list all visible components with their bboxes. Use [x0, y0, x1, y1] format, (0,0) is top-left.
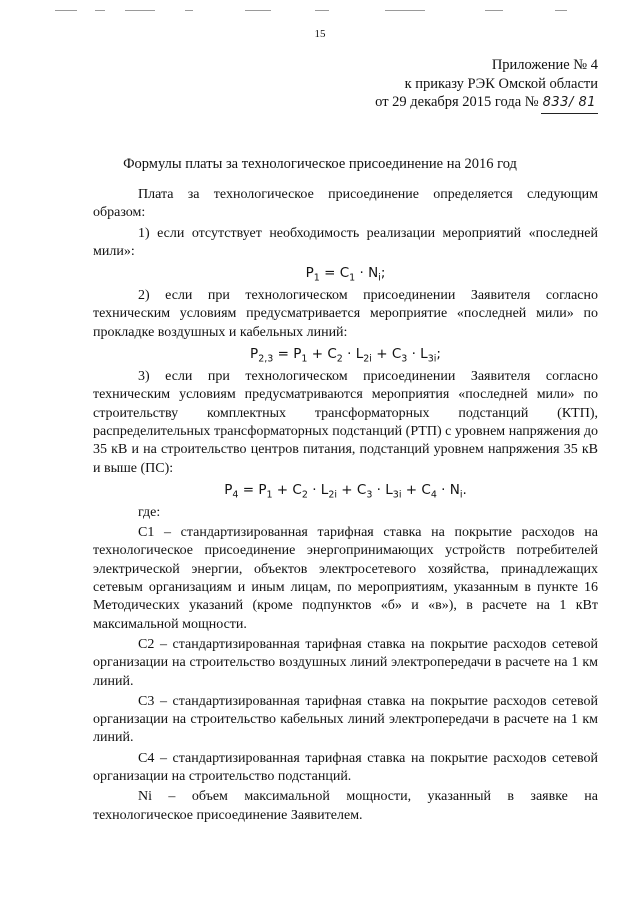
intro-paragraph: Плата за технологическое присоединение определяется следующим образом: [93, 187, 598, 221]
case-1-paragraph: 1) если отсутствует необходимость реализации мероприятий «последней мили»: [93, 225, 598, 259]
case-3-paragraph: 3) если при технологическом присоединении Заявителя согласно техническим условиям предусматриваются мероприятия «последней мили» по строительству комплектных трансформаторных подстанций (КТП), распределительных трансформаторных подстанций (РТП) с уровнем напряжения до 35 кВ и на строительство центров питания, подстанций уровнем напряжения 35 кВ и выше (ПС): [93, 369, 598, 476]
appendix-order-reference: к приказу РЭК Омской области [404, 75, 598, 92]
where-label: где: [138, 504, 161, 520]
formula-2: $P_{2,3} = P_1 + C_2 \cdot L_{2i} + C_3 \cdot L_{3i}$; [250, 346, 441, 365]
page-number: 15 [314, 28, 326, 40]
appendix-date-line [375, 93, 598, 114]
definition-c4: С4 – стандартизированная тарифная ставка на покрытие расходов сетевой организации на строительство подстанций. [93, 750, 598, 785]
appendix-title: Приложение № 4 [491, 57, 598, 73]
case-2-paragraph: 2) если при технологическом присоединении Заявителя согласно техническим условиям предусматривается мероприятие «последней мили» по прокладке воздушных и кабельных линий: [93, 288, 598, 340]
handwritten-order-number: 833/ 81 [541, 94, 598, 114]
definition-c3: С3 – стандартизированная тарифная ставка на покрытие расходов сетевой организации на строительство кабельных линий электропередачи в расчете на 1 км линий. [93, 693, 598, 746]
definition-ni: Ni – объем максимальной мощности, указанный в заявке на технологическое присоединение Заявителем. [93, 789, 598, 823]
appendix-header [375, 56, 598, 114]
formula-1: $P_1 = C_1 \cdot N_i$; [305, 265, 386, 284]
document-title: Формулы платы за технологическое присоединение на 2016 год [123, 156, 517, 172]
document-body [93, 186, 598, 827]
formula-3: $P_4 = P_1 + C_2 \cdot L_{2i} + C_3 \cdot L_{3i} + C_4 \cdot N_i$. [224, 481, 467, 501]
definition-c1: C1 – стандартизированная тарифная ставка на покрытие расходов на технологическое присоединение энергопринимающих устройств потребителей электрической энергии, объектов электросетевого хозяйства, принадлежащих сетевым организациям и иным лицам, по мероприятиям, указанным в пункте 16 Методических указаний (кроме подпунктов «б» и «в»), в расчете на 1 кВт максимальной мощности. [93, 525, 598, 632]
definition-c2: С2 – стандартизированная тарифная ставка на покрытие расходов сетевой организации на строительство воздушных линий электропередачи в расчете на 1 км линий. [93, 636, 598, 689]
appendix-date: от 29 декабря 2015 года № [375, 94, 539, 110]
scan-artifacts [55, 4, 615, 18]
